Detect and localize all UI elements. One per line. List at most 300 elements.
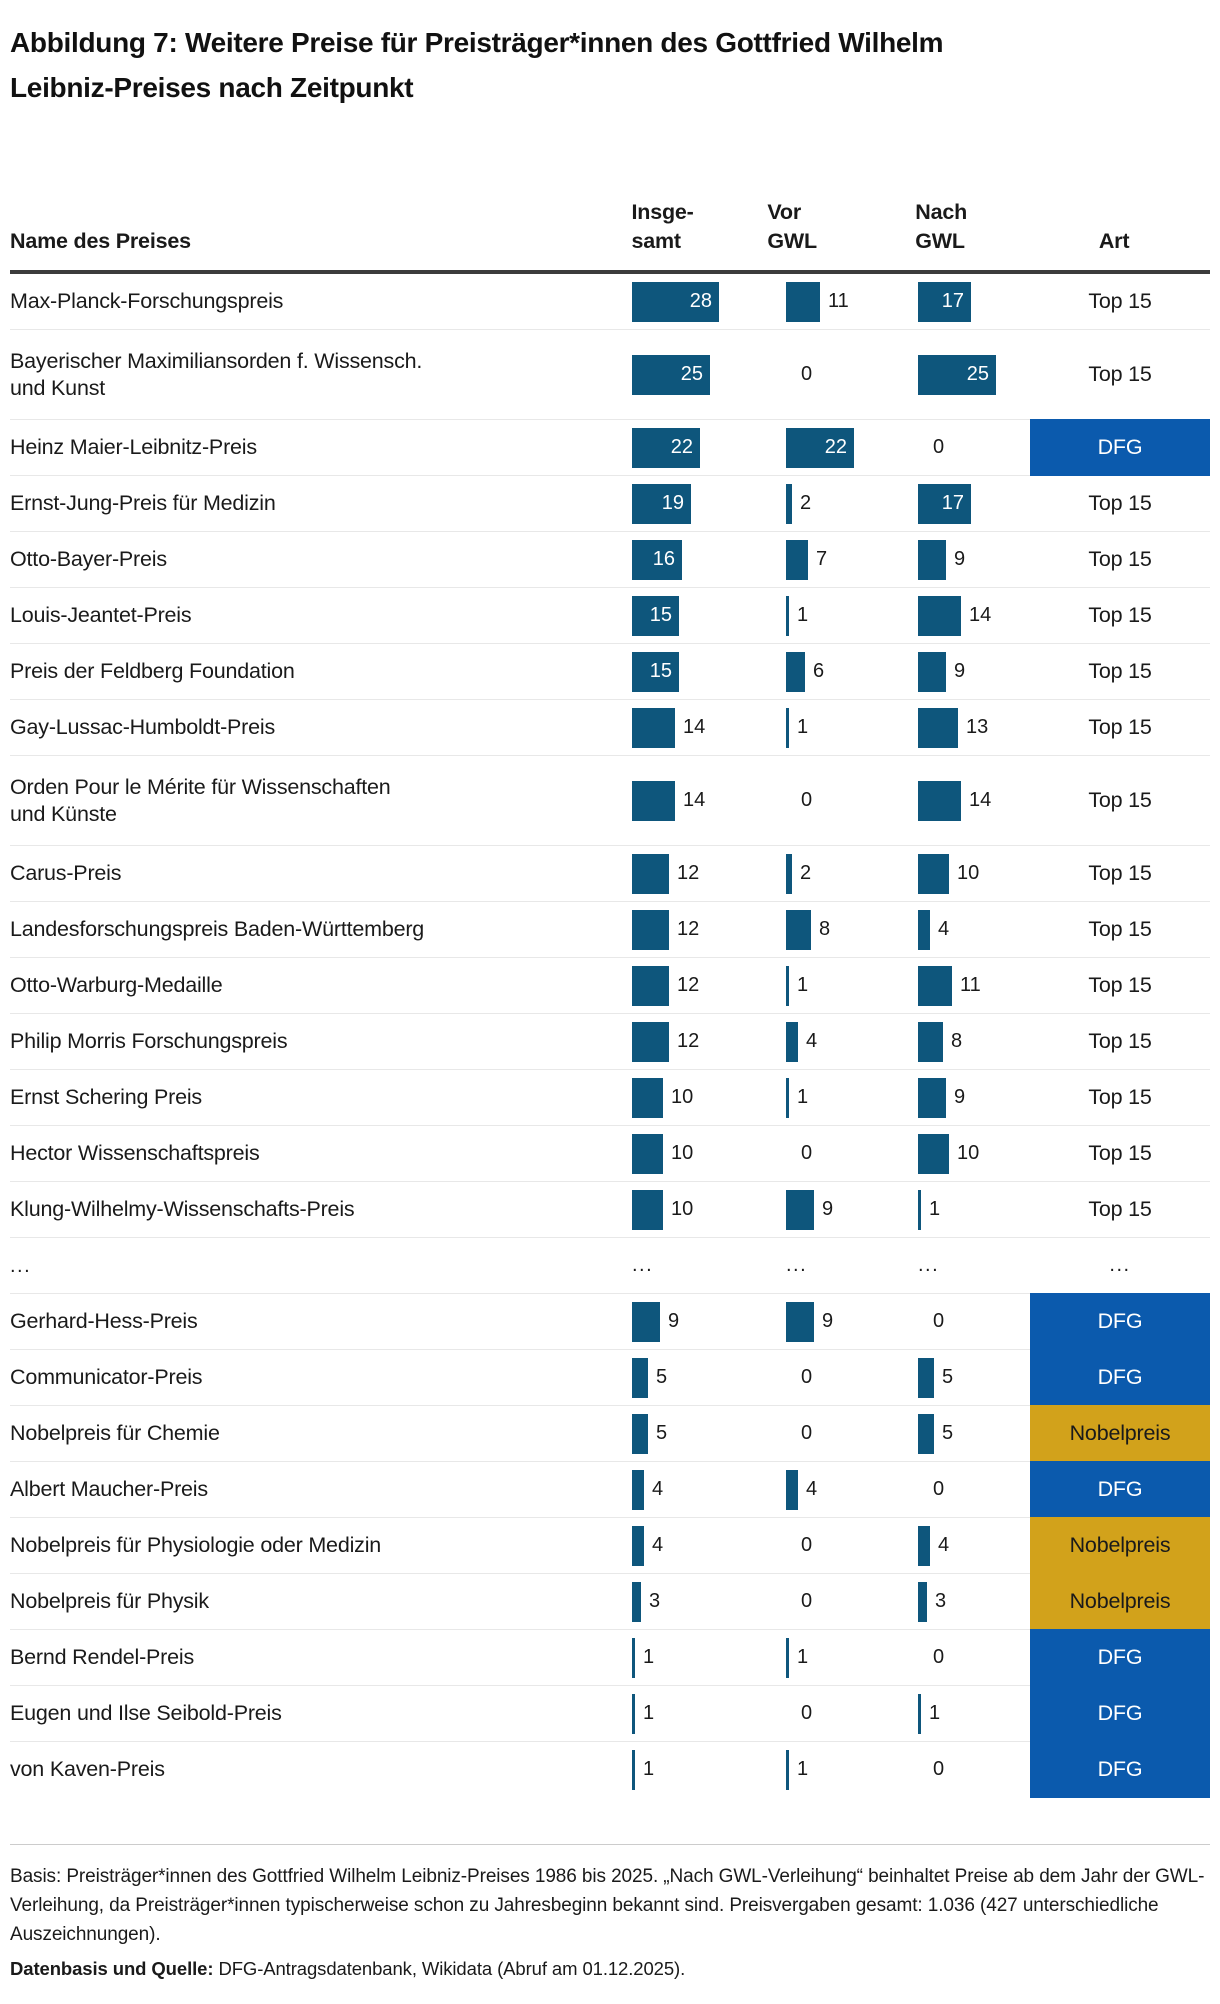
nach-gwl-cell [918, 274, 1031, 329]
vor-gwl-value: 8 [819, 918, 831, 940]
nach-gwl-bar [918, 1694, 921, 1734]
art-badge: Top 15 [1088, 1029, 1152, 1053]
vor-gwl-cell [786, 274, 918, 329]
total-cell [632, 700, 786, 755]
column-header-art: Art [1098, 229, 1130, 253]
vor-gwl-value: 0 [801, 363, 813, 385]
vor-gwl-value: 6 [813, 660, 825, 682]
column-header-total-line2: samt [631, 229, 681, 253]
table-row [10, 1462, 1210, 1518]
total-value: 12 [677, 918, 700, 940]
figure-title [10, 0, 1210, 110]
nach-gwl-cell [918, 476, 1031, 531]
total-cell [632, 1574, 786, 1629]
nach-gwl-value: 5 [942, 1422, 954, 1444]
nach-gwl-value: 3 [935, 1590, 947, 1612]
total-value: 16 [652, 548, 675, 570]
prize-name [10, 546, 585, 573]
nach-gwl-bar [918, 1022, 943, 1062]
nach-gwl-cell [918, 1574, 1031, 1629]
vor-gwl-value: 9 [822, 1310, 834, 1332]
vor-gwl-cell [786, 1350, 918, 1405]
total-value: 10 [671, 1142, 694, 1164]
art-badge: DFG [1030, 1293, 1210, 1350]
vor-gwl-bar [786, 282, 820, 322]
prize-name-line: Preis der Feldberg Foundation [10, 659, 295, 683]
vor-gwl-value: 2 [800, 862, 812, 884]
total-cell [632, 846, 786, 901]
nach-gwl-cell [918, 1518, 1031, 1573]
nach-gwl-cell [918, 1350, 1031, 1405]
prize-name [10, 1420, 585, 1447]
total-cell [632, 958, 786, 1013]
nach-gwl-value: 5 [942, 1366, 954, 1388]
table-row [10, 1350, 1210, 1406]
total-value: 12 [677, 974, 700, 996]
vor-gwl-cell [786, 644, 918, 699]
prize-name-line: Bayerischer Maximiliansorden f. Wissensch. [10, 348, 423, 373]
vor-gwl-cell [786, 1182, 918, 1237]
vor-gwl-cell [786, 588, 918, 643]
nach-gwl-cell [918, 532, 1031, 587]
nach-gwl-value: 0 [933, 436, 945, 458]
total-value: 22 [670, 436, 693, 458]
vor-gwl-cell [786, 532, 918, 587]
total-value: 10 [671, 1198, 694, 1220]
total-cell [632, 1406, 786, 1461]
nach-gwl-cell [918, 1630, 1031, 1685]
total-value: 28 [689, 290, 712, 312]
prize-name [10, 1756, 585, 1783]
table-row [10, 700, 1210, 756]
total-value: 5 [656, 1366, 668, 1388]
footnote-basis: Basis: Preisträger*innen des Gottfried Wilhelm Leibniz-Preises 1986 bis 2025. „Nach GWL-Verleihung“ beinhaltet Preise ab dem Jahr der GWL-Verleihung, da Preisträger*innen typischerweise schon zu Jahresbeginn bekannt sind. Preisvergaben gesamt: 1.036 (427 unterschiedliche Auszeichnungen). [10, 1866, 1205, 1945]
vor-gwl-value: 0 [801, 1702, 813, 1724]
vor-gwl-cell [786, 420, 918, 475]
vor-gwl-cell [786, 958, 918, 1013]
prize-name [10, 490, 585, 517]
total-cell [632, 1070, 786, 1125]
total-value: 25 [680, 363, 703, 385]
prize-name-line: Heinz Maier-Leibnitz-Preis [10, 435, 257, 459]
nach-gwl-value: 17 [941, 492, 964, 514]
nach-gwl-bar [918, 1190, 921, 1230]
art-badge: DFG [1030, 1629, 1210, 1686]
column-header-vor-line2: GWL [767, 229, 817, 253]
column-header-row [10, 110, 1210, 270]
table-row [10, 1126, 1210, 1182]
art-badge: Nobelpreis [1030, 1517, 1210, 1574]
table-row [10, 1630, 1210, 1686]
total-cell [632, 420, 786, 475]
art-badge: DFG [1030, 419, 1210, 476]
total-bar [632, 1582, 641, 1622]
table-row [10, 644, 1210, 700]
total-cell [632, 1630, 786, 1685]
column-header-nach-gwl [915, 198, 1028, 256]
vor-gwl-value: 7 [816, 548, 828, 570]
art-badge: DFG [1030, 1741, 1210, 1798]
nach-gwl-value: 9 [954, 660, 966, 682]
ellipsis-row [10, 1238, 1210, 1294]
nach-gwl-cell [918, 846, 1031, 901]
total-value: 9 [668, 1310, 680, 1332]
prize-name-line: Carus-Preis [10, 861, 122, 885]
total-value: 1 [643, 1646, 655, 1668]
prize-name [10, 1196, 585, 1223]
nach-gwl-value: 0 [933, 1758, 945, 1780]
prize-name [10, 1308, 585, 1335]
nach-gwl-bar [918, 781, 961, 821]
art-badge: Top 15 [1088, 973, 1152, 997]
prize-name [10, 434, 585, 461]
vor-gwl-bar [786, 596, 789, 636]
art-badge: Top 15 [1088, 788, 1152, 812]
total-bar [632, 1358, 648, 1398]
prize-name-line: Nobelpreis für Chemie [10, 1421, 220, 1445]
vor-gwl-cell [786, 1574, 918, 1629]
art-badge: DFG [1030, 1461, 1210, 1518]
art-badge: DFG [1030, 1349, 1210, 1406]
vor-gwl-bar [786, 1190, 814, 1230]
table-row [10, 1742, 1210, 1798]
total-value: 14 [683, 789, 706, 811]
vor-gwl-value: 4 [806, 1478, 818, 1500]
total-cell [632, 902, 786, 957]
vor-gwl-value: 0 [801, 1422, 813, 1444]
prize-name [10, 860, 585, 887]
table-row [10, 330, 1210, 420]
vor-gwl-cell [786, 1406, 918, 1461]
vor-gwl-value: 2 [800, 492, 812, 514]
nach-gwl-value: 1 [929, 1198, 941, 1220]
vor-gwl-value: 4 [806, 1030, 818, 1052]
prize-name [10, 1700, 585, 1727]
prize-name-line: Ernst-Jung-Preis für Medizin [10, 491, 276, 515]
nach-gwl-cell [918, 1182, 1031, 1237]
total-value: 5 [656, 1422, 668, 1444]
prize-name-line: Otto-Warburg-Medaille [10, 973, 223, 997]
nach-gwl-cell [918, 1014, 1031, 1069]
table-row [10, 846, 1210, 902]
vor-gwl-bar [786, 1302, 814, 1342]
art-badge: Top 15 [1088, 1085, 1152, 1109]
nach-gwl-cell [918, 700, 1031, 755]
vor-gwl-bar [786, 540, 808, 580]
art-badge: Top 15 [1088, 1141, 1152, 1165]
prize-name [10, 1084, 585, 1111]
table-row [10, 1014, 1210, 1070]
nach-gwl-value: 4 [938, 1534, 950, 1556]
total-bar [632, 282, 719, 322]
vor-gwl-bar [786, 652, 805, 692]
nach-gwl-bar [918, 652, 946, 692]
vor-gwl-cell [786, 1014, 918, 1069]
total-bar [632, 854, 669, 894]
total-cell [632, 1238, 786, 1293]
vor-gwl-cell [786, 1518, 918, 1573]
art-badge: Top 15 [1088, 917, 1152, 941]
vor-gwl-cell [786, 1630, 918, 1685]
vor-gwl-value: 0 [801, 1142, 813, 1164]
total-cell [632, 1294, 786, 1349]
prize-name [10, 602, 585, 629]
total-cell [632, 1462, 786, 1517]
vor-gwl-cell [786, 1462, 918, 1517]
art-badge: Top 15 [1088, 289, 1152, 313]
total-bar [632, 708, 675, 748]
nach-gwl-ellipsis: ... [918, 1254, 940, 1276]
nach-gwl-value: 14 [969, 604, 992, 626]
nach-gwl-cell [918, 588, 1031, 643]
nach-gwl-cell [918, 1406, 1031, 1461]
art-badge: Top 15 [1088, 1197, 1152, 1221]
prize-name [10, 1532, 585, 1559]
total-cell [632, 756, 786, 845]
prize-name-line: Hector Wissenschaftspreis [10, 1141, 260, 1165]
vor-gwl-bar [786, 1022, 798, 1062]
nach-gwl-bar [918, 1414, 934, 1454]
table-row [10, 588, 1210, 644]
total-cell [632, 588, 786, 643]
prize-name [10, 1252, 585, 1280]
nach-gwl-cell [918, 1686, 1031, 1741]
total-cell [632, 1182, 786, 1237]
total-bar [632, 596, 679, 636]
nach-gwl-value: 1 [929, 1702, 941, 1724]
nach-gwl-value: 9 [954, 1086, 966, 1108]
vor-gwl-bar [786, 1078, 789, 1118]
table-row [10, 1518, 1210, 1574]
prize-name-line: Gerhard-Hess-Preis [10, 1309, 198, 1333]
nach-gwl-bar [918, 355, 996, 395]
total-value: 19 [661, 492, 684, 514]
prize-name [10, 1364, 585, 1391]
table-row [10, 902, 1210, 958]
prize-name-line: Philip Morris Forschungspreis [10, 1029, 288, 1053]
footnote-source [10, 1956, 1210, 1982]
prize-name [10, 658, 585, 685]
vor-gwl-cell [786, 1126, 918, 1181]
art-badge: Top 15 [1088, 659, 1152, 683]
table-body [10, 274, 1210, 1798]
vor-gwl-value: 0 [801, 1366, 813, 1388]
total-cell [632, 1350, 786, 1405]
vor-gwl-value: 22 [824, 436, 847, 458]
nach-gwl-cell [918, 330, 1031, 419]
vor-gwl-cell [786, 902, 918, 957]
total-value: 12 [677, 1030, 700, 1052]
prize-name-line: und Künste [10, 801, 117, 826]
nach-gwl-cell [918, 1238, 1031, 1293]
total-bar [632, 1078, 663, 1118]
nach-gwl-value: 0 [933, 1310, 945, 1332]
art-badge [1030, 1237, 1210, 1294]
vor-gwl-bar [786, 854, 792, 894]
art-badge: Top 15 [1088, 715, 1152, 739]
vor-gwl-bar [786, 708, 789, 748]
table-row [10, 958, 1210, 1014]
vor-gwl-cell [786, 700, 918, 755]
footer-divider [10, 1844, 1210, 1845]
table-row [10, 1406, 1210, 1462]
vor-gwl-bar [786, 428, 854, 468]
table-row [10, 1294, 1210, 1350]
vor-gwl-value: 1 [797, 604, 809, 626]
column-header-nach-line2: GWL [915, 229, 965, 253]
art-badge: Top 15 [1088, 362, 1152, 386]
vor-gwl-value: 9 [822, 1198, 834, 1220]
total-value: 1 [643, 1702, 655, 1724]
vor-gwl-cell [786, 1686, 918, 1741]
prize-name [10, 1476, 585, 1503]
vor-gwl-bar [786, 910, 811, 950]
vor-gwl-value: 0 [801, 1590, 813, 1612]
prize-name [10, 1028, 585, 1055]
art-badge: Top 15 [1088, 861, 1152, 885]
total-bar [632, 652, 679, 692]
total-cell [632, 274, 786, 329]
prize-name-line: Nobelpreis für Physiologie oder Medizin [10, 1533, 382, 1557]
nach-gwl-value: 11 [960, 974, 981, 996]
prize-name [10, 288, 585, 315]
vor-gwl-cell [786, 1742, 918, 1797]
prize-name-line: von Kaven-Preis [10, 1757, 165, 1781]
nach-gwl-bar [918, 282, 971, 322]
total-cell [632, 1014, 786, 1069]
table-row [10, 476, 1210, 532]
nach-gwl-cell [918, 958, 1031, 1013]
total-bar [632, 1134, 663, 1174]
total-value: 3 [649, 1590, 661, 1612]
prize-name-line: Louis-Jeantet-Preis [10, 603, 192, 627]
prize-name [10, 1644, 585, 1671]
nach-gwl-bar [918, 540, 946, 580]
vor-gwl-ellipsis: ... [786, 1254, 808, 1276]
nach-gwl-value: 17 [941, 290, 964, 312]
vor-gwl-value: 1 [797, 716, 809, 738]
prize-name [10, 348, 585, 402]
total-bar [632, 1414, 648, 1454]
vor-gwl-value: 1 [797, 1086, 809, 1108]
vor-gwl-value: 1 [797, 1758, 809, 1780]
total-bar [632, 1302, 660, 1342]
table-row [10, 1686, 1210, 1742]
nach-gwl-cell [918, 1126, 1031, 1181]
total-value: 15 [649, 660, 672, 682]
nach-gwl-value: 10 [957, 862, 980, 884]
vor-gwl-value: 1 [797, 1646, 809, 1668]
total-bar [632, 484, 691, 524]
total-bar [632, 355, 710, 395]
art-ellipsis: ... [1109, 1254, 1131, 1276]
total-value: 15 [649, 604, 672, 626]
total-bar [632, 1750, 635, 1790]
total-cell [632, 1686, 786, 1741]
art-badge: Nobelpreis [1030, 1405, 1210, 1462]
column-header-name: Name des Preises [10, 229, 191, 253]
total-cell [632, 1126, 786, 1181]
table-row [10, 420, 1210, 476]
prize-name-line: Bernd Rendel-Preis [10, 1645, 195, 1669]
column-header-total-line1: Insge- [631, 200, 694, 224]
total-cell [632, 644, 786, 699]
art-badge: Nobelpreis [1030, 1573, 1210, 1630]
prize-name-line: Communicator-Preis [10, 1365, 203, 1389]
total-bar [632, 428, 700, 468]
prize-name [10, 714, 585, 741]
column-header-vor-line1: Vor [767, 200, 802, 224]
figure-title-line: Leibniz-Preises nach Zeitpunkt [10, 72, 414, 103]
nach-gwl-value: 8 [951, 1030, 963, 1052]
prize-name-line: Otto-Bayer-Preis [10, 547, 167, 571]
vor-gwl-cell [786, 1070, 918, 1125]
nach-gwl-value: 14 [969, 789, 992, 811]
column-header-total [632, 198, 786, 256]
total-bar [632, 1526, 644, 1566]
total-value: 12 [677, 862, 700, 884]
prize-name-line: und Kunst [10, 375, 106, 400]
total-cell [632, 532, 786, 587]
nach-gwl-cell [918, 1462, 1031, 1517]
footnote-source-text: DFG-Antragsdatenbank, Wikidata (Abruf am 01.12.2025). [213, 1958, 686, 1979]
total-bar [632, 1470, 644, 1510]
prize-name-line: Orden Pour le Mérite für Wissenschaften [10, 774, 391, 799]
prize-name-line: Nobelpreis für Physik [10, 1589, 209, 1613]
vor-gwl-cell [786, 846, 918, 901]
prize-name [10, 774, 585, 828]
nach-gwl-value: 9 [954, 548, 966, 570]
vor-gwl-value: 0 [801, 1534, 813, 1556]
total-bar [632, 910, 669, 950]
vor-gwl-cell [786, 330, 918, 419]
nach-gwl-bar [918, 1134, 949, 1174]
total-ellipsis: ... [632, 1254, 654, 1276]
vor-gwl-cell [786, 476, 918, 531]
vor-gwl-bar [786, 484, 792, 524]
nach-gwl-cell [918, 1742, 1031, 1797]
figure-title-line: Abbildung 7: Weitere Preise für Preisträger*innen des Gottfried Wilhelm [10, 27, 944, 58]
total-value: 10 [671, 1086, 694, 1108]
total-value: 14 [683, 716, 706, 738]
total-cell [632, 330, 786, 419]
nach-gwl-bar [918, 1078, 946, 1118]
prize-name-line: Gay-Lussac-Humboldt-Preis [10, 715, 276, 739]
total-bar [632, 540, 682, 580]
total-bar [632, 1022, 669, 1062]
vor-gwl-value: 11 [828, 290, 849, 312]
nach-gwl-cell [918, 420, 1031, 475]
prize-name-line: Landesforschungspreis Baden-Württemberg [10, 917, 425, 941]
total-cell [632, 1742, 786, 1797]
table-row [10, 1574, 1210, 1630]
prize-name [10, 1588, 585, 1615]
nach-gwl-bar [918, 854, 949, 894]
table-row [10, 1182, 1210, 1238]
total-bar [632, 966, 669, 1006]
nach-gwl-value: 25 [966, 363, 989, 385]
art-badge: Top 15 [1088, 603, 1152, 627]
table-row [10, 274, 1210, 330]
vor-gwl-bar [786, 966, 789, 1006]
prize-name-line: Max-Planck-Forschungspreis [10, 289, 284, 313]
vor-gwl-cell [786, 1238, 918, 1293]
nach-gwl-cell [918, 1294, 1031, 1349]
vor-gwl-bar [786, 1750, 789, 1790]
prize-name [10, 1140, 585, 1167]
column-header-vor-gwl [767, 198, 899, 256]
prize-name [10, 972, 585, 999]
